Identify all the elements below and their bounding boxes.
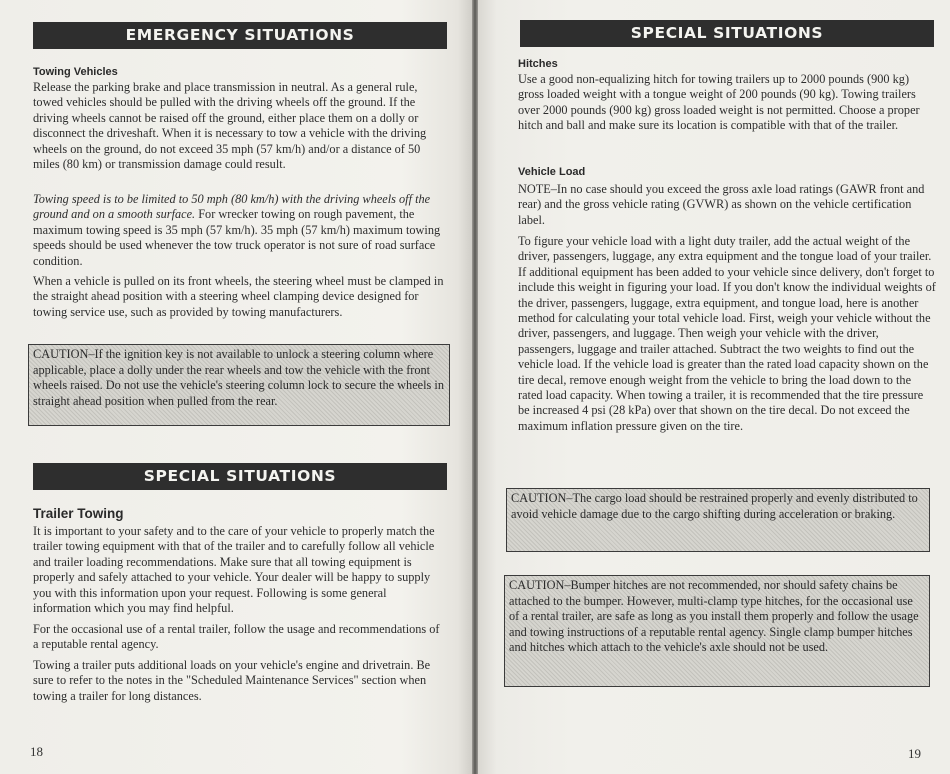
caution-cargo-load: CAUTION–The cargo load should be restrained properly and evenly distributed to avoid vehicle damage due to the cargo shifting during acceleration or braking. bbox=[506, 488, 930, 552]
caution-steering-column: CAUTION–If the ignition key is not available to unlock a steering column where applicable, place a dolly under the rear wheels and tow the vehicle with the front wheels raised. Do not use the vehicle's steering column lock to secure the wheels in straight ahead position when pulled from the rear. bbox=[28, 344, 450, 426]
page-number-left: 18 bbox=[30, 744, 43, 759]
towing-paragraph-1: Release the parking brake and place transmission in neutral. As a general rule, towed vehicles should be pulled with the driving wheels off the ground. If the driving wheels cannot be raised off the ground, either place them on a dolly or disconnect the driveshaft. When it is necessary to tow a vehicle with the driving wheels on the ground, do not exceed 35 mph (57 km/h) and/or a distance of 50 miles (80 km) or transmission damage could result. bbox=[33, 80, 427, 172]
special-situations-banner-right: SPECIAL SITUATIONS bbox=[520, 20, 934, 47]
right-page bbox=[478, 0, 950, 774]
hitches-paragraph: Use a good non-equalizing hitch for towing trailers up to 2000 pounds (900 kg) gross loaded weight with a tongue weight of 200 pounds (90 kg). Towing trailers over 2000 pounds (900 kg) gross loaded weight is not permitted. Choose a proper hitch and ball and make sure its location is compatible with that of the trailer. bbox=[518, 72, 920, 133]
special-situations-banner-left: SPECIAL SITUATIONS bbox=[33, 463, 447, 490]
trailer-paragraph-1: It is important to your safety and to the care of your vehicle to properly match the trailer towing equipment with that of the trailer and to carefully follow all vehicle and trailer loading recommendations. Make sure that all towing equipment is properly and safely attached to your vehicle. Your dealer will be happy to supply you with this information upon your request. Following is some general information which you may find helpful. bbox=[33, 524, 435, 616]
trailer-towing-heading: Trailer Towing bbox=[33, 506, 124, 521]
towing-paragraph-3: When a vehicle is pulled on its front wheels, the steering wheel must be clamped in the straight ahead position with a steering wheel clamping device designed for towing service use, such as provided by towing manufacturers. bbox=[33, 274, 444, 319]
towing-paragraph-2 bbox=[33, 192, 447, 269]
vehicle-load-paragraph: To figure your vehicle load with a light duty trailer, add the actual weight of the driver, passengers, luggage, any extra equipment and the tongue load of your trailer. If additional equipment has been added to your vehicle since delivery, don't forget to include this weight in figuring your load. If you don't know the individual weights of the driver, passengers, luggage, extra equipment, and tongue load, here is another method for calculating your total vehicle load. First, weigh your vehicle without the driver, passengers, and luggage. Then weigh your vehicle with the driver, passengers, luggage and trailer attached. Subtract the two weights to find out the vehicle load. If the vehicle load is greater than the rated load capacity shown on the tire decal, remove enough weight from the vehicle to bring the load down to the rated load capacity. When towing a trailer, it is recommended that the tire pressure be increased 4 psi (28 kPa) over that shown on the tire decal. Do not exceed the maximum inflation pressure given on the tire. bbox=[518, 234, 936, 433]
vehicle-load-heading: Vehicle Load bbox=[518, 166, 586, 178]
trailer-paragraph-2: For the occasional use of a rental trailer, follow the usage and recommendations of a reputable rental agency. bbox=[33, 622, 440, 652]
trailer-paragraph-3: Towing a trailer puts additional loads on your vehicle's engine and drivetrain. Be sure to refer to the notes in the "Scheduled Maintenance Services" section when towing a trailer for long distances. bbox=[33, 658, 431, 703]
left-page bbox=[0, 0, 472, 774]
towing-speed-italic: Towing speed is to be limited to 50 mph (80 km/h) with the driving wheels off the ground and on a smooth surface. bbox=[33, 192, 431, 222]
page-number-right: 19 bbox=[908, 746, 921, 761]
caution-bumper-hitches: CAUTION–Bumper hitches are not recommended, nor should safety chains be attached to the bumper. However, multi-clamp type hitches, for the occasional use of a rental trailer, are safe as long as you install them properly and follow the usage and towing instructions of a reputable rental agency. Single clamp bumper hitches and hitches which attach to the vehicle's axle should not be used. bbox=[504, 575, 930, 687]
emergency-situations-banner: EMERGENCY SITUATIONS bbox=[33, 22, 447, 49]
towing-speed-rest: For wrecker towing on rough pavement, the maximum towing speed is 35 mph (57 km/h). 35 mph (57 km/h) maximum towing speeds should be used whenever the tow truck operator is not sure of road surface condition. bbox=[33, 207, 441, 268]
towing-vehicles-heading: Towing Vehicles bbox=[33, 66, 118, 78]
hitches-heading: Hitches bbox=[518, 58, 558, 70]
vehicle-load-note: NOTE–In no case should you exceed the gross axle load ratings (GAWR front and rear) and the gross vehicle rating (GVWR) as shown on the vehicle certification label. bbox=[518, 182, 925, 227]
